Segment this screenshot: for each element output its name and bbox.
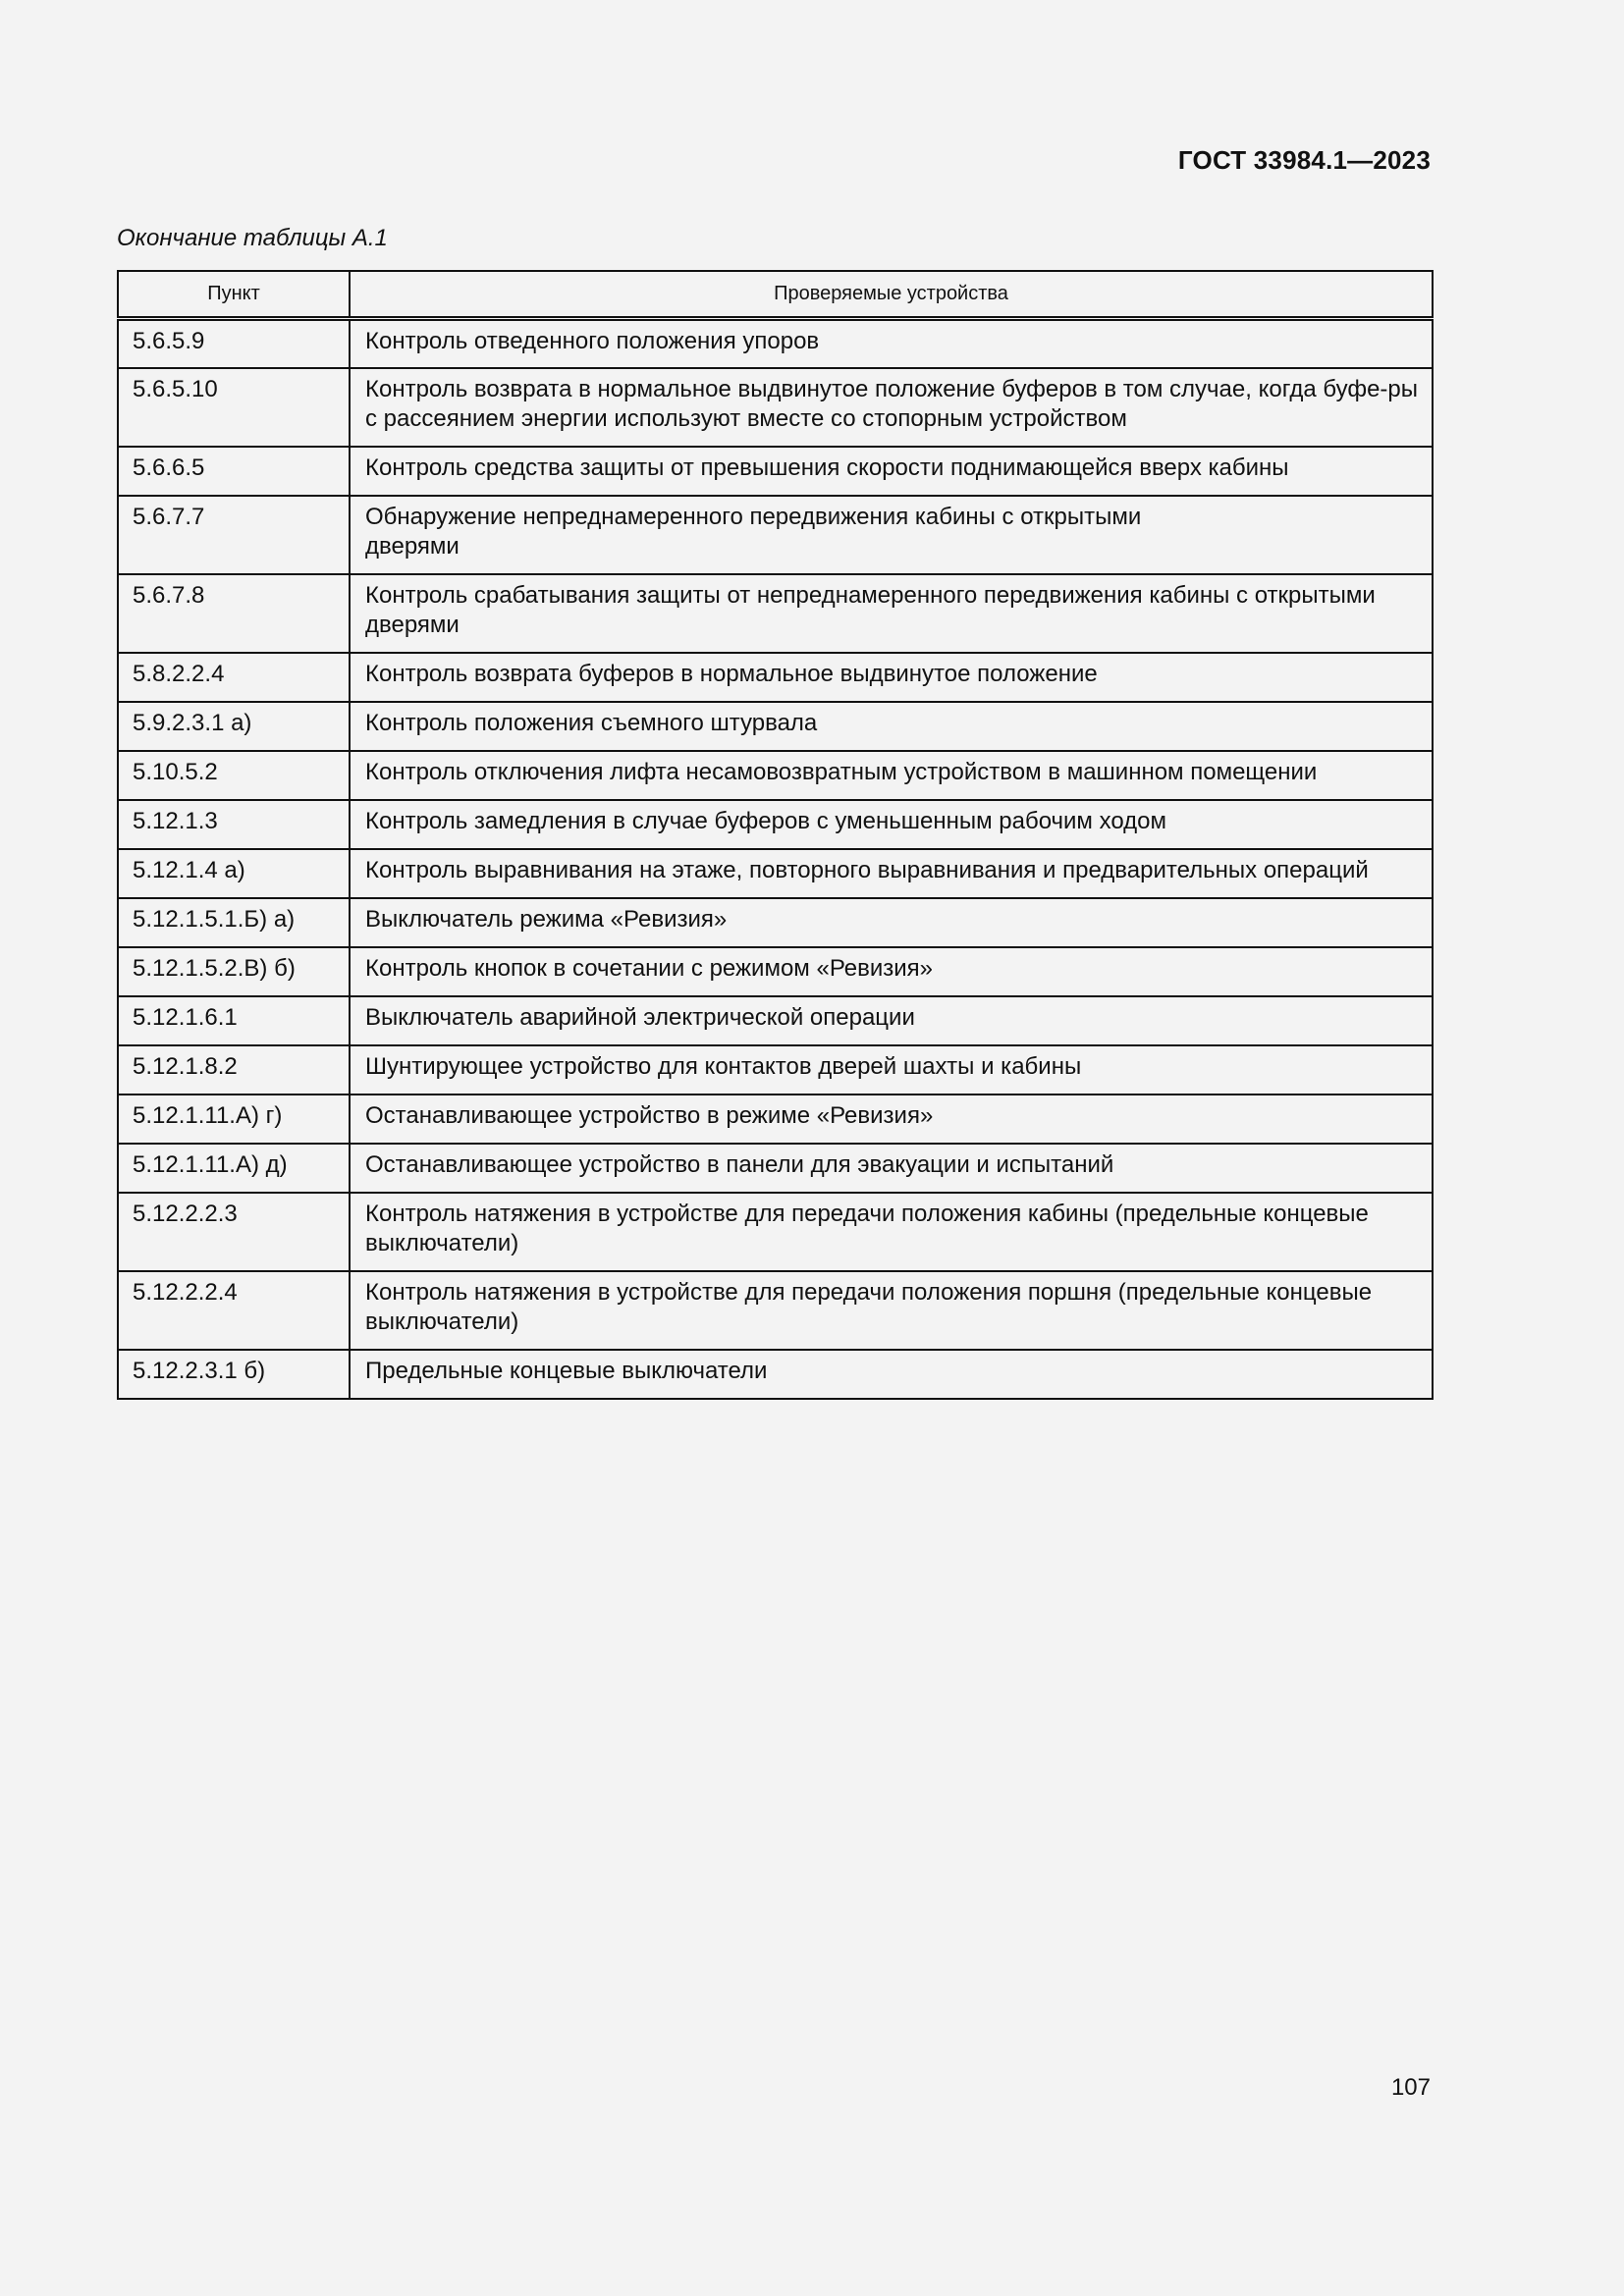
table-row: [118, 898, 1433, 947]
table-row: [118, 702, 1433, 751]
column-header-clause: Пункт: [118, 271, 350, 319]
table-row: [118, 1271, 1433, 1350]
clause-cell: 5.12.1.11.А) г): [118, 1095, 350, 1144]
inspection-table: [117, 270, 1434, 1400]
clause-cell: 5.12.1.3: [118, 800, 350, 849]
description-cell: Контроль возврата буферов в нормальное выдвинутое положение: [350, 653, 1433, 702]
clause-cell: 5.10.5.2: [118, 751, 350, 800]
clause-cell: 5.6.7.7: [118, 496, 350, 574]
description-cell: Контроль натяжения в устройстве для передачи положения кабины (предельные концевые выключатели): [350, 1193, 1433, 1271]
table-row: [118, 1350, 1433, 1399]
table-row: [118, 947, 1433, 996]
table-row: [118, 800, 1433, 849]
clause-cell: 5.12.1.5.2.В) б): [118, 947, 350, 996]
clause-cell: 5.12.1.11.А) д): [118, 1144, 350, 1193]
table-row: [118, 1144, 1433, 1193]
description-cell: Контроль выравнивания на этаже, повторного выравнивания и предварительных операций: [350, 849, 1433, 898]
table-row: [118, 447, 1433, 496]
clause-cell: 5.6.5.10: [118, 368, 350, 447]
clause-cell: 5.6.5.9: [118, 319, 350, 368]
description-cell: Контроль натяжения в устройстве для передачи положения поршня (предельные концевые выключатели): [350, 1271, 1433, 1350]
table-row: [118, 368, 1433, 447]
description-cell: Останавливающее устройство в панели для эвакуации и испытаний: [350, 1144, 1433, 1193]
table-row: [118, 1095, 1433, 1144]
description-cell: Контроль кнопок в сочетании с режимом «Ревизия»: [350, 947, 1433, 996]
clause-cell: 5.12.2.2.4: [118, 1271, 350, 1350]
description-cell: Контроль срабатывания защиты от непреднамеренного передвижения кабины с открытыми дверями: [350, 574, 1433, 653]
description-cell: Контроль замедления в случае буферов с уменьшенным рабочим ходом: [350, 800, 1433, 849]
clause-cell: 5.12.1.5.1.Б) а): [118, 898, 350, 947]
table-header-row: [118, 271, 1433, 319]
table-row: [118, 849, 1433, 898]
clause-cell: 5.12.2.3.1 б): [118, 1350, 350, 1399]
description-cell: Контроль отключения лифта несамовозвратным устройством в машинном помещении: [350, 751, 1433, 800]
clause-cell: 5.6.7.8: [118, 574, 350, 653]
description-cell: Выключатель режима «Ревизия»: [350, 898, 1433, 947]
table-row: [118, 653, 1433, 702]
clause-cell: 5.8.2.2.4: [118, 653, 350, 702]
column-header-devices: Проверяемые устройства: [350, 271, 1433, 319]
clause-cell: 5.12.1.4 а): [118, 849, 350, 898]
clause-cell: 5.12.2.2.3: [118, 1193, 350, 1271]
description-cell: Предельные концевые выключатели: [350, 1350, 1433, 1399]
description-cell: Шунтирующее устройство для контактов дверей шахты и кабины: [350, 1045, 1433, 1095]
table-row: [118, 751, 1433, 800]
table-row: [118, 996, 1433, 1045]
table-row: [118, 496, 1433, 574]
clause-cell: 5.9.2.3.1 а): [118, 702, 350, 751]
table-row: [118, 1193, 1433, 1271]
table-row: [118, 1045, 1433, 1095]
description-cell: Выключатель аварийной электрической операции: [350, 996, 1433, 1045]
page-number: 107: [1390, 2074, 1431, 2101]
description-cell: Контроль положения съемного штурвала: [350, 702, 1433, 751]
description-cell: Контроль отведенного положения упоров: [350, 319, 1433, 368]
table-caption: Окончание таблицы А.1: [117, 225, 388, 251]
clause-cell: 5.12.1.8.2: [118, 1045, 350, 1095]
description-cell: Останавливающее устройство в режиме «Ревизия»: [350, 1095, 1433, 1144]
clause-cell: 5.12.1.6.1: [118, 996, 350, 1045]
document-code: ГОСТ 33984.1—2023: [1177, 145, 1431, 175]
description-cell: Контроль возврата в нормальное выдвинутое положение буферов в том случае, когда буфе-ры с рассеянием энергии используют вместе со стопорным устройством: [350, 368, 1433, 447]
clause-cell: 5.6.6.5: [118, 447, 350, 496]
description-cell: Обнаружение непреднамеренного передвижения кабины с открытыми дверями: [350, 496, 1433, 574]
table-row: [118, 319, 1433, 368]
table-row: [118, 574, 1433, 653]
description-cell: Контроль средства защиты от превышения скорости поднимающейся вверх кабины: [350, 447, 1433, 496]
